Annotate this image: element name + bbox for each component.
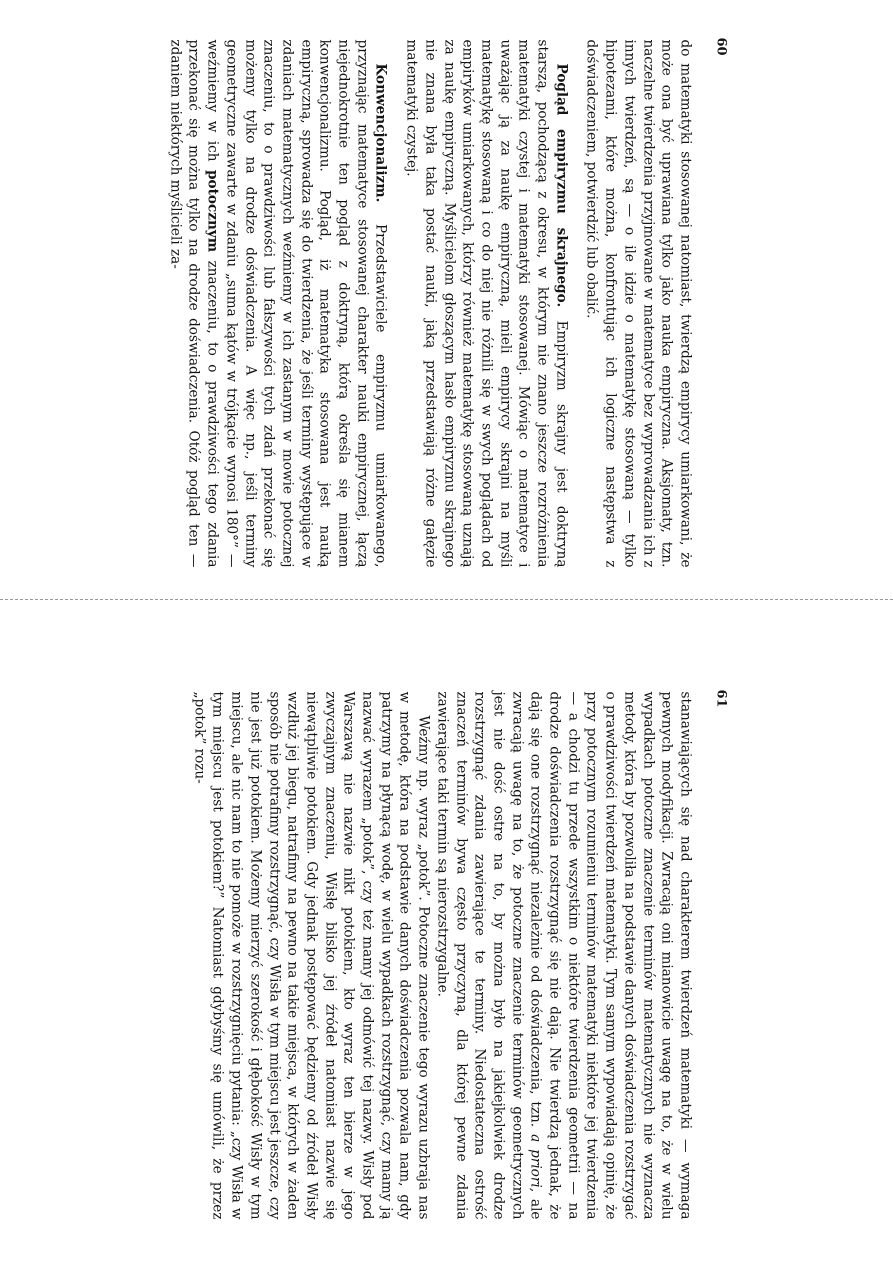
paragraph-text: stanawiających się nad charakterem twierdzeń matematyki — wymaga pewnych modyfikacji. Zwracają oni mianowicie uwagę na to, że w wielu wypadkach potoczne znaczenie terminów matematycznych nie wyznacza metody, która by pozwoliła na podstawie danych doświadczenia rozstrzygać o prawdziwości twierdzeń matematyki. Tym samym wypowiadają opinię, że przy potocznym rozumieniu terminów matematyki niektóre jej twierdzenia — a chodzi tu przede wszystkim o niektóre twierdzenia geometrii — na drodze doświadczenia rozstrzygnąć się nie dają. Nie twierdzą jednak, że dają się one rozstrzygnąć niezależnie od doświadczenia, tzn. [527, 691, 694, 1220]
page-61-text [190, 692, 695, 1220]
page-61 [158, 672, 735, 1232]
emphasis: potocznym [204, 170, 221, 253]
italic-term: a priori, [527, 1134, 544, 1193]
section-text: znaczeniu, to o prawdziwości tego zdania przekonać się można tylko na drodze doświadczenia. Otóż pogląd ten — zdaniem niektórych myślicieli za- [167, 39, 221, 568]
section-heading: Konwencjonalizm. [372, 63, 389, 203]
paragraph: Weźmy np. wyraz „potok”. Potoczne znaczenie tego wyrazu uzbraja nas w metodę, która na podstawie danych doświadczenia pozwala nam, gdy patrzymy na płynącą wodę, w wielu wypadkach rozstrzygnąć, czy mamy ją nazwać wyrazem „potok”, czy też mamy jej odmówić tej nazwy. Wisły pod Warszawą nie nazwie nikt potokiem, kto wyraz ten bierze w jego zwyczajnym znaczeniu, Wisłę blisko jej źródeł natomiast nazwie się niewątpliwie potokiem. Gdy jednak postępować będziemy od źródeł Wisły wzdłuż jej biegu, natrafimy na pewno na takie miejsca, w których w żaden sposób nie potrafimy rozstrzygnąć, czy Wisła w tym miejscu jest jeszcze, czy nie jest już potokiem. Możemy mierzyć szerokość i głębokość Wisły w tym miejscu, ale nic nam to nie pomoże w rozstrzygnięciu pytania: „czy Wisła w tym miejscu jest potokiem?” Natomiast gdybyśmy się umówili, że przez „potok” rozu- [191, 691, 432, 1220]
paragraph [433, 692, 695, 1220]
section-conventionalism [166, 40, 390, 568]
opening-paragraph: do matematyki stosowanej natomiast, twierdzą empirycy umiarkowani, że może ona być uprawiana tylko jako nauka empiryczna. Aksjomaty, tzn. naczelne twierdzenia przyjmowane w matematyce bez wyprowadzania ich z innych twierdzeń, są — o ile idzie o matematykę stosowaną — tylko hipotezami, które można, konfrontując ich logiczne następstwa z doświadczeniem, potwierdzić lub obalić. [583, 39, 694, 568]
page-60-text [166, 40, 695, 568]
paragraph-text: ale zwracają uwagę na to, że potoczne znaczenie terminów geometrycznych jest nie dość ostre na to, by można było na jakiejkolwiek drodze rozstrzygnąć zdania zawierające te terminy. Niedostateczna ostrość znaczeń terminów bywa często przyczyną, dla której pewne zdania zawierające taki termin są nierozstrzygalne. [434, 691, 544, 1220]
section-text: Przedstawiciele empiryzmu umiarkowanego, przyznając matematyce stosowanej charakter nauki empirycznej, łączą niejednokrotnie ten pogląd z doktryną, którą określa się mianem konwencjonalizmu. Pogląd, iż matematyka stosowana jest nauką empiryczną, sprowadza się do twierdzenia, że jeśli terminy występujące w zdaniach matematycznych weźmiemy w ich zastanym w mowie potocznej znaczeniu, to o prawdziwości lub fałszywości tych zdań przekonać się możemy tylko na drodze doświadczenia. A więc np., jeśli terminy geometryczne zawarte w zdaniu „suma kątów w trójkącie wynosi 180°” — weźmiemy w ich [204, 39, 389, 568]
page-divider [0, 599, 893, 600]
section-empiricism-extreme [402, 40, 570, 568]
section-heading: Pogląd empiryzmu skrajnego. [553, 63, 570, 308]
page-number: 61 [713, 689, 729, 708]
page-number: 60 [713, 37, 729, 56]
section-text: Empiryzm skrajny jest doktryną starszą, pochodzącą z okresu, w którym nie znano jeszcze rozróżnienia matematyki czystej i matematyki stosowanej. Mówiąc o matematyce i uważając ją za naukę empiryczną, mieli empirycy skrajni na myśli matematykę stosowaną i co do niej nie różnili się w swych poglądach od empiryków umiarkowanych, którzy również matematykę stosowaną uznają za naukę empiryczną. Myślicielom głoszącym hasło empiryzmu skrajnego nie znana była taka postać nauki, jaką przedstawiają różne gałęzie matematyki czystej. [403, 39, 570, 568]
page-60 [158, 20, 735, 580]
